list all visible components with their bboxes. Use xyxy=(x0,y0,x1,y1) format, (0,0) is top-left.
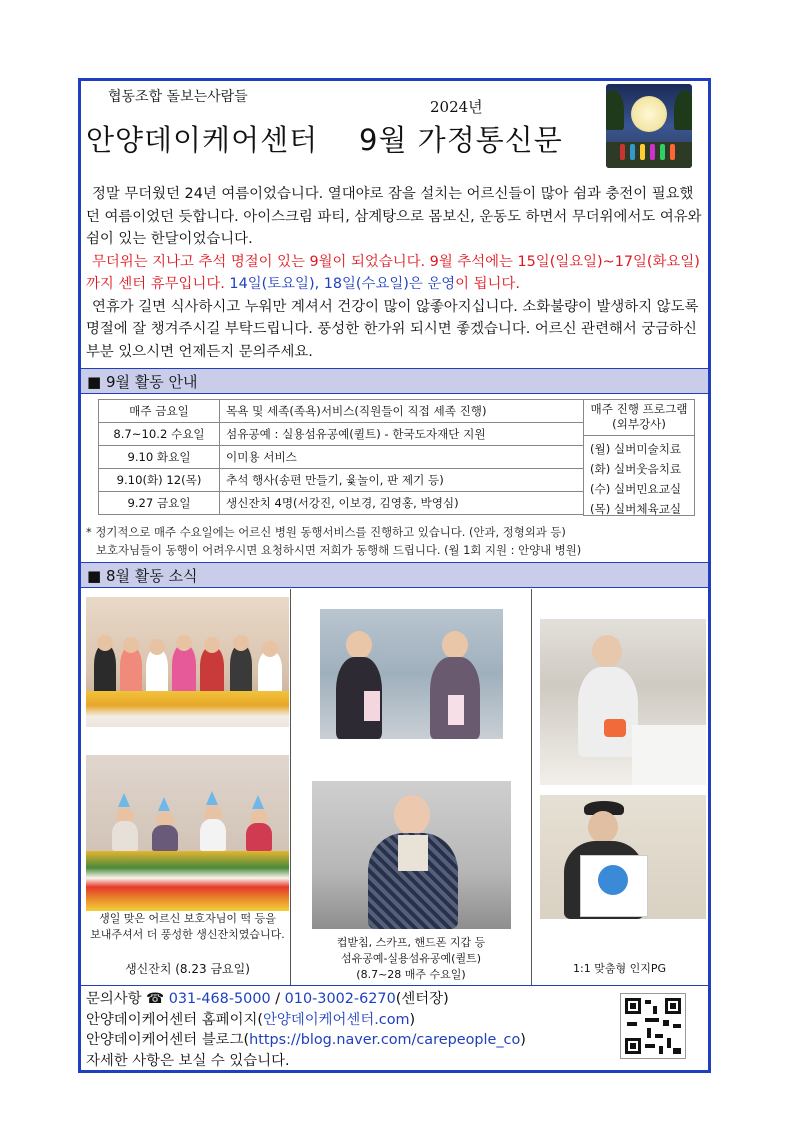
craft-caption: 컵받침, 스카프, 핸드폰 지갑 등 섬유공예-실용섬유공예(퀼트) (8.7~28 매주 수요일) xyxy=(336,936,486,981)
hospital-escort-note: * 정기적으로 매주 수요일에는 어르신 병원 동행서비스를 진행하고 있습니다. (안과, 정형외과 등) 보호자님들이 동행이 어려우시면 요청하시면 저희가 동행해 드립니다. (월 1회 지원 : 안양내 병원) xyxy=(86,525,582,557)
craft-display-photo xyxy=(320,609,503,739)
intro-text xyxy=(86,183,706,363)
blog-link[interactable]: https://blog.naver.com/carepeople_co xyxy=(249,1032,521,1048)
craft-scarf-photo xyxy=(312,781,511,929)
schedule-date: 9.10(화) 12(목) xyxy=(99,469,220,492)
schedule-desc: 섬유공예 : 실용섬유공예(퀼트) - 한국도자재단 지원 xyxy=(220,423,584,446)
org-name: 협동조합 돌보는사람들 xyxy=(108,89,248,105)
intro-paragraph-1: 정말 무더웠던 24년 여름이었습니다. 열대야로 잠을 설치는 어르신들이 많아 쉼과 충전이 필요했던 여름이었던 듯합니다. 아이스크림 파티, 삼계탕으로 몸보신, 운동도 하면서 무더위에서도 여유와 쉼이 있는 한달이었습니다. xyxy=(86,186,702,247)
schedule-desc: 이미용 서비스 xyxy=(220,446,584,469)
section-header-news: ■ 8월 활동 소식 xyxy=(81,562,708,588)
contact-closing: 자세한 사항은 보실 수 있습니다. xyxy=(86,1052,290,1069)
cognitive-caption: 1:1 맞춤형 인지PG xyxy=(573,962,666,975)
schedule-date: 매주 금요일 xyxy=(99,400,220,423)
table-row xyxy=(99,400,584,423)
cognitive-activity-photo-1 xyxy=(540,619,706,785)
mobile-link[interactable]: 010-3002-6270 xyxy=(284,991,396,1007)
program-item: (월) 실버미술치료 xyxy=(590,442,682,456)
schedule-desc: 추석 행사(송편 만들기, 윷놀이, 판 제기 등) xyxy=(220,469,584,492)
section-header-activities: ■ 9월 활동 안내 xyxy=(81,368,708,394)
chuseok-moon-illustration xyxy=(606,84,692,168)
contact-blog-line: 안양데이케어센터 블로그(https://blog.naver.com/carepeople_co) xyxy=(86,1032,526,1048)
schedule-date: 9.10 화요일 xyxy=(99,446,220,469)
schedule-date: 9.27 금요일 xyxy=(99,492,220,515)
qr-code[interactable] xyxy=(620,993,686,1059)
intro-paragraph-3: 연휴가 길면 식사하시고 누워만 계셔서 건강이 많이 않좋아지십니다. 소화불량이 발생하지 않도록 명절에 잘 챙겨주시길 부탁드립니다. 풍성한 한가위 되시면 좋겠습니다. 어르신 관련해서 궁금하신 부분 있으시면 언제든지 문의주세요. xyxy=(86,298,699,360)
program-item: (수) 실버민요교실 xyxy=(590,482,682,496)
operating-days: 14일(토요일), 18일(수요일)은 운영 xyxy=(224,276,456,292)
contact-phone-line: 문의사항 ☎ 031-468-5000 / 010-3002-6270(센터장) xyxy=(86,991,449,1007)
birthday-cake-photo xyxy=(86,755,289,911)
holiday-notice-end: 이 됩니다. xyxy=(455,276,520,292)
program-item: (목) 실버체육교실 xyxy=(590,502,682,516)
weekly-programs xyxy=(583,399,695,516)
issue-title: 9월 가정통신문 xyxy=(359,123,563,157)
photo-gallery xyxy=(81,589,708,986)
table-row xyxy=(99,469,584,492)
birthday-group-photo xyxy=(86,597,289,727)
cognitive-activity-photo-2 xyxy=(540,795,706,919)
schedule-desc: 목욕 및 세족(족욕)서비스(직원들이 직접 세족 진행) xyxy=(220,400,584,423)
table-row xyxy=(99,423,584,446)
holiday-notice: 무더위는 지나고 추석 명절이 있는 9월이 되었습니다. 9월 추석에는 15일(일요일)~17일(화요일)까지 센터 휴무입니다. xyxy=(86,253,700,292)
schedule-table xyxy=(98,399,584,515)
program-item: (화) 실버웃음치료 xyxy=(590,462,682,476)
issue-year: 2024년 xyxy=(430,98,483,116)
schedule-desc: 생신잔치 4명(서강진, 이보경, 김영홍, 박영심) xyxy=(220,492,584,515)
center-name: 안양데이케어센터 xyxy=(86,123,319,157)
homepage-link[interactable]: 안양데이케어센터.com xyxy=(263,1011,410,1028)
page-title xyxy=(86,118,563,159)
birthday-caption: 생신잔치 (8.23 금요일) xyxy=(125,962,250,976)
intro-paragraph-2 xyxy=(86,251,706,296)
birthday-note: 생일 맞은 어르신 보호자님이 떡 등을 보내주셔서 더 풍성한 생신잔치였습니다. xyxy=(90,912,285,941)
phone-link[interactable]: 031-468-5000 xyxy=(168,991,271,1007)
table-row xyxy=(99,492,584,515)
table-row xyxy=(99,446,584,469)
contact-homepage-line: 안양데이케어센터 홈페이지(안양데이케어센터.com) xyxy=(86,1011,416,1028)
programs-header: 매주 진행 프로그램 (외부강사) xyxy=(584,400,694,436)
contact-info xyxy=(86,989,526,1071)
schedule-date: 8.7~10.2 수요일 xyxy=(99,423,220,446)
